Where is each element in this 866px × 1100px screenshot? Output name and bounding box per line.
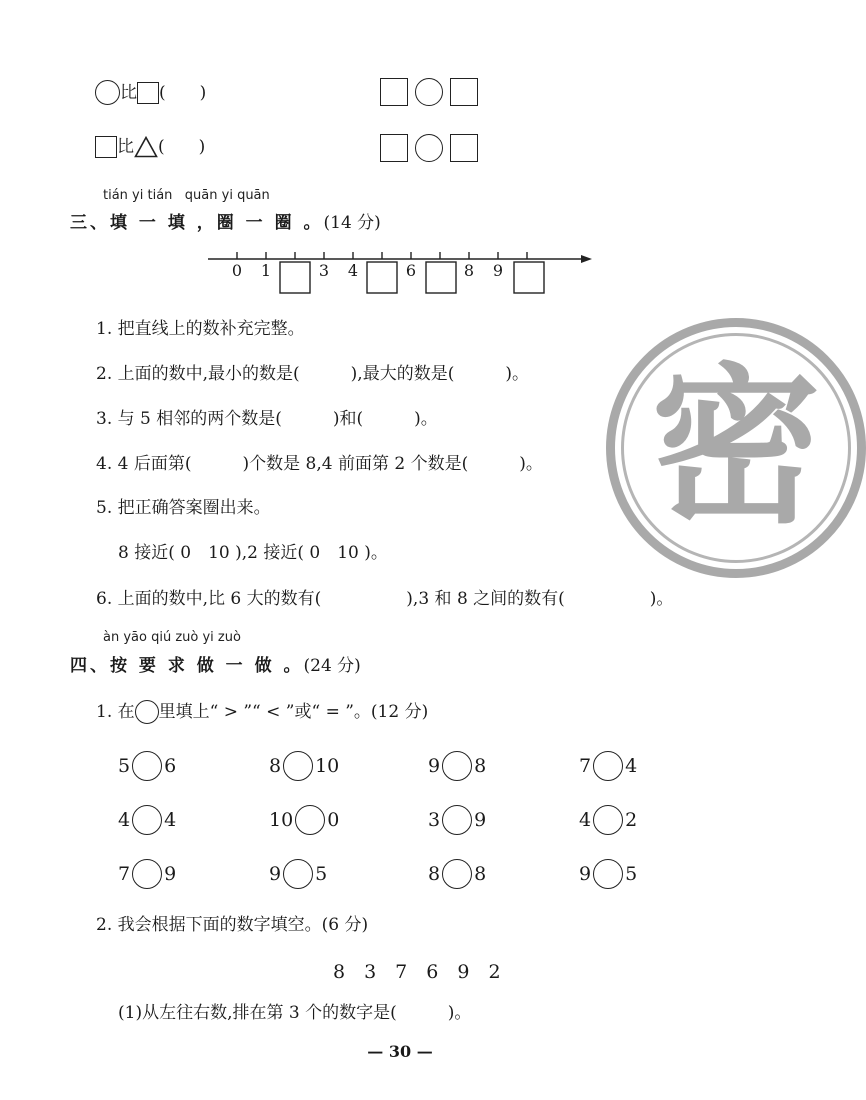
compare-row-1 — [95, 80, 206, 105]
section4-pinyin: àn yāo qiú zuò yi zuò — [103, 630, 241, 645]
right-number: 8 — [474, 863, 487, 885]
section4-q2-sub1: (1)从左往右数,排在第 3 个的数字是( )。 — [118, 1003, 472, 1023]
answer-circle[interactable] — [442, 751, 472, 781]
circle-shape-icon — [95, 80, 120, 105]
right-number: 4 — [164, 809, 177, 831]
answer-circle[interactable] — [593, 805, 623, 835]
section3-item-5: 5. 把正确答案圈出来。 — [96, 498, 271, 518]
compare-word: 比 — [120, 82, 137, 103]
square-shape-icon — [380, 134, 408, 162]
compare-item — [579, 751, 637, 781]
right-number: 6 — [164, 755, 177, 777]
left-number: 8 — [428, 863, 441, 885]
section3-item-1: 1. 把直线上的数补充完整。 — [96, 319, 305, 339]
left-number: 9 — [428, 755, 441, 777]
answer-circle[interactable] — [593, 751, 623, 781]
right-number: 2 — [625, 809, 638, 831]
number-line — [200, 244, 600, 300]
section3-item-3: 3. 与 5 相邻的两个数是( )和( )。 — [96, 409, 438, 429]
left-number: 4 — [118, 809, 131, 831]
square-shape-icon — [95, 136, 117, 158]
right-number: 0 — [327, 809, 340, 831]
blank-box — [426, 262, 456, 293]
square-shape-icon — [380, 78, 408, 106]
compare-item — [269, 859, 327, 889]
circle-shape-icon — [135, 700, 159, 724]
right-number: 8 — [474, 755, 487, 777]
answer-blank: ( ) — [158, 137, 206, 157]
answer-circle[interactable] — [442, 805, 472, 835]
answer-circle[interactable] — [283, 751, 313, 781]
number-line-arrow-icon — [581, 255, 592, 263]
answer-circle[interactable] — [442, 859, 472, 889]
section4-q2-label: 2. 我会根据下面的数字填空。(6 分) — [96, 915, 369, 935]
answer-shapes-1 — [380, 78, 478, 106]
compare-item — [118, 805, 176, 835]
answer-circle[interactable] — [283, 859, 313, 889]
compare-item — [428, 805, 486, 835]
left-number: 3 — [428, 809, 441, 831]
left-number: 8 — [269, 755, 282, 777]
circle-shape-icon — [415, 134, 443, 162]
section4-q1-instruction — [96, 700, 428, 724]
right-number: 5 — [625, 863, 638, 885]
section3-score: (14 分) — [323, 213, 381, 233]
tick-label: 6 — [405, 261, 417, 280]
tick-label: 1 — [260, 261, 272, 280]
digit-sequence: 8 3 7 6 9 2 — [333, 961, 501, 983]
section3-item-4: 4. 4 后面第( )个数是 8,4 前面第 2 个数是( )。 — [96, 454, 543, 474]
square-shape-icon — [450, 134, 478, 162]
left-number: 4 — [579, 809, 592, 831]
compare-item — [579, 859, 637, 889]
section3-pinyin: tián yi tián quān yi quān — [103, 188, 270, 203]
left-number: 9 — [579, 863, 592, 885]
square-shape-icon — [450, 78, 478, 106]
right-number: 4 — [625, 755, 638, 777]
answer-circle[interactable] — [132, 805, 162, 835]
tick-label: 9 — [492, 261, 504, 280]
blank-box — [514, 262, 544, 293]
compare-item — [428, 859, 486, 889]
answer-blank: ( ) — [159, 82, 207, 103]
answer-shapes-2 — [380, 134, 478, 162]
stamp-char: 密 — [650, 349, 821, 547]
left-number: 10 — [269, 809, 294, 831]
number-line-ticks — [237, 252, 527, 259]
tick-label: 0 — [231, 261, 243, 280]
blank-box — [367, 262, 397, 293]
right-number: 5 — [315, 863, 328, 885]
compare-item — [118, 859, 176, 889]
compare-word: 比 — [117, 137, 134, 157]
right-number: 10 — [315, 755, 340, 777]
compare-item — [579, 805, 637, 835]
triangle-shape-icon — [134, 136, 158, 158]
section4-score: (24 分) — [303, 656, 361, 676]
answer-circle[interactable] — [132, 751, 162, 781]
tick-label: 8 — [463, 261, 475, 280]
section4-title: 四、按 要 求 做 一 做 。 — [70, 656, 304, 676]
answer-circle[interactable] — [295, 805, 325, 835]
right-number: 9 — [474, 809, 487, 831]
section3-item-2: 2. 上面的数中,最小的数是( ),最大的数是( )。 — [96, 364, 529, 384]
circle-shape-icon — [415, 78, 443, 106]
section3-title: 三、填 一 填 ，圈 一 圈 。 — [70, 213, 324, 233]
tick-label: 3 — [318, 261, 330, 280]
compare-row-2 — [95, 136, 205, 158]
section3-item-5-choices: 8 接近( 0 10 ),2 接近( 0 10 )。 — [118, 543, 388, 563]
compare-item — [269, 805, 339, 835]
right-number: 9 — [164, 863, 177, 885]
page-number: — 30 — — [367, 1042, 433, 1061]
compare-item — [428, 751, 486, 781]
section3-item-6: 6. 上面的数中,比 6 大的数有( ),3 和 8 之间的数有( )。 — [96, 589, 674, 609]
section3-heading — [70, 208, 381, 233]
tick-label: 4 — [347, 261, 359, 280]
q1-prefix: 1. 在 — [96, 702, 135, 722]
blank-box — [280, 262, 310, 293]
stamp-inner-ring — [621, 333, 851, 563]
secret-stamp — [606, 318, 866, 578]
left-number: 9 — [269, 863, 282, 885]
left-number: 5 — [118, 755, 131, 777]
compare-item — [269, 751, 339, 781]
section4-heading — [70, 651, 361, 676]
left-number: 7 — [579, 755, 592, 777]
left-number: 7 — [118, 863, 131, 885]
answer-circle[interactable] — [132, 859, 162, 889]
square-shape-icon — [137, 82, 159, 104]
q1-suffix: 里填上“ > ”“ < ”或“ = ”。(12 分) — [158, 702, 429, 722]
compare-item — [118, 751, 176, 781]
answer-circle[interactable] — [593, 859, 623, 889]
